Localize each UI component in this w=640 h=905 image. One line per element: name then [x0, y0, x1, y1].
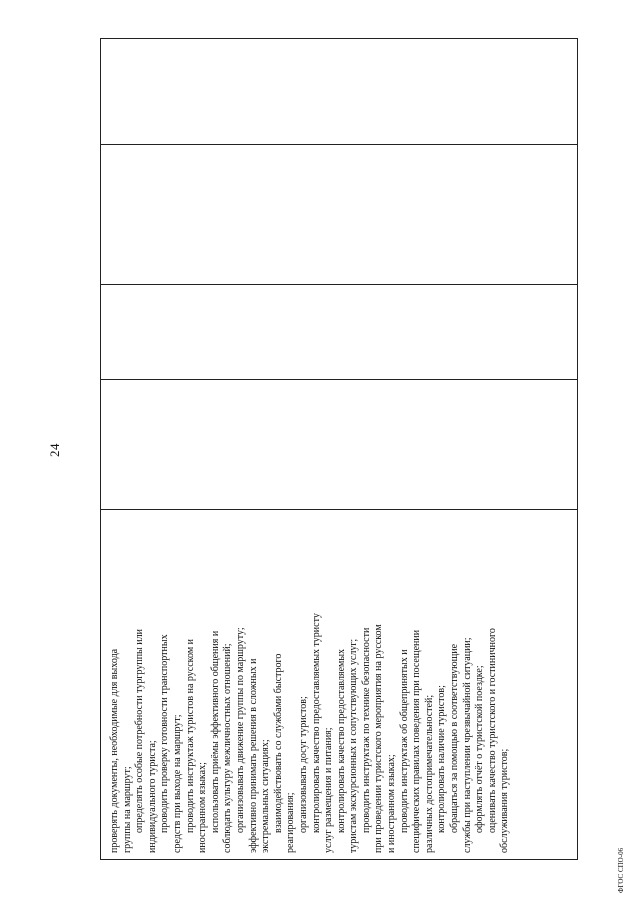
skill-line: организовывать досуг туристов; [297, 696, 309, 833]
table-cell-empty-1 [101, 379, 577, 509]
skill-line: взаимодействовать со службами быстрого [272, 653, 284, 833]
skill-line: проводить проверку готовности транспортных [159, 634, 171, 833]
skill-line: определять особые потребности тургруппы или [134, 629, 146, 833]
footer-code: ФГОС СПО-06 [617, 847, 625, 893]
skill-line: и иностранном языках; [386, 754, 398, 853]
skill-line: оценивать качество туристского и гостиничного [486, 628, 498, 833]
skill-line: организовывать движение группы по маршруту; [234, 627, 246, 833]
skill-line: при проведении туристского мероприятия на русском [373, 624, 385, 853]
skills-list [101, 510, 520, 859]
skill-line: специфических правилах поведения при посещении [411, 629, 423, 853]
skill-line: проводить инструктаж об общепринятых и [398, 649, 410, 833]
skill-line: эффективно принимать решения в сложных и [247, 658, 259, 853]
skill-line: проводить инструктаж туристов на русском и [184, 638, 196, 833]
skill-line: реагирования; [285, 792, 297, 853]
table-cell-empty-2 [101, 284, 577, 379]
skill-line: использовать приёмы эффективного общения и [209, 630, 221, 833]
table-cell-skills [101, 509, 577, 859]
skill-line: туристам экскурсионных и сопутствующих услуг; [348, 638, 360, 853]
competency-table [100, 38, 578, 860]
skill-line: услуг размещения и питания; [323, 727, 335, 853]
skill-line: контролировать наличие туристов; [436, 685, 448, 833]
skill-line: обращаться за помощью в соответствующие [449, 643, 461, 833]
skill-line: контролировать качество предоставляемых туристу [310, 613, 322, 833]
skill-line: соблюдать культуру межличностных отношений; [222, 643, 234, 853]
table-cell-empty-4 [101, 37, 577, 144]
skill-line: иностранном языках; [197, 762, 209, 853]
skill-line: различных достопримечательностей; [423, 694, 435, 853]
skill-line: проверять документы, необходимые для выхода [109, 648, 120, 853]
page-number: 24 [47, 443, 62, 457]
skill-line: контролировать качество предоставляемых [335, 648, 347, 833]
skill-line: обслуживания туристов; [499, 748, 511, 853]
skill-line: оформлять отчёт о туристской поездке; [474, 665, 486, 833]
skill-line: проводить инструктаж по технике безопасности [360, 627, 372, 833]
skill-line: средств при выходе на маршрут; [171, 714, 183, 853]
skill-line: индивидуального туриста; [146, 740, 158, 853]
skill-line: группы на маршрут; [121, 766, 133, 853]
skill-line: экстремальных ситуациях; [260, 739, 272, 853]
table-cell-empty-3 [101, 144, 577, 284]
skill-line: службы при наступлении чрезвычайной ситуации; [461, 637, 473, 853]
